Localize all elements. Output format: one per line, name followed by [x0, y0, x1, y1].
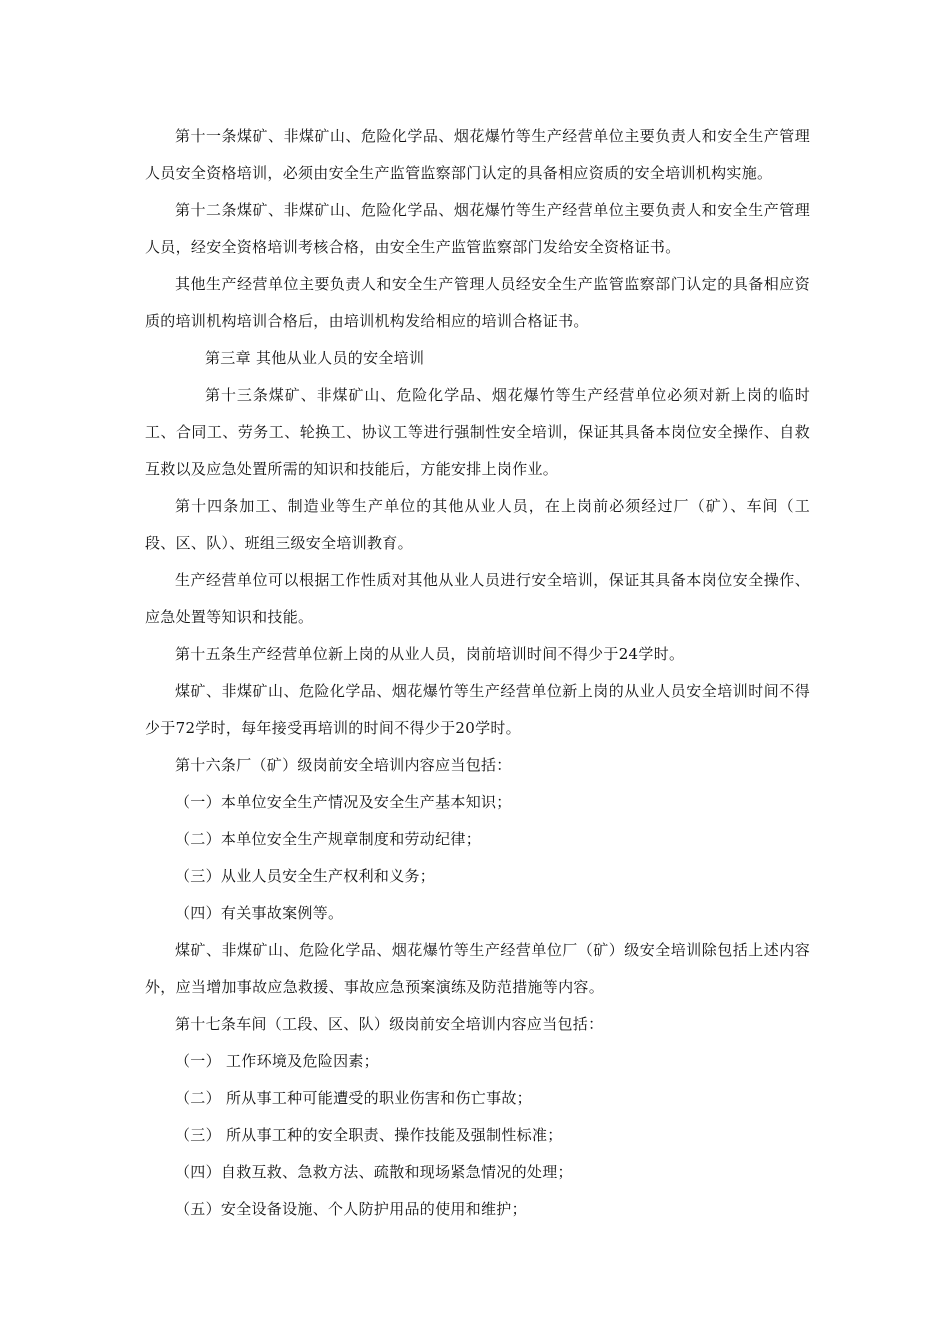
article-15: 第十五条生产经营单位新上岗的从业人员，岗前培训时间不得少于24学时。 — [175, 645, 685, 663]
article-16-item-1: （一）本单位安全生产情况及安全生产基本知识； — [175, 793, 512, 811]
article-16-item-4: （四）有关事故案例等。 — [175, 904, 344, 922]
article-12-paragraph-2: 其他生产经营单位主要负责人和安全生产管理人员经安全生产监管监察部门认定的具备相应资质的培训机构培训合格后，由培训机构发给相应的培训合格证书。 — [145, 275, 810, 330]
article-17-item-3: （三） 所从事工种的安全职责、操作技能及强制性标准； — [175, 1126, 563, 1144]
article-11: 第十一条煤矿、非煤矿山、危险化学品、烟花爆竹等生产经营单位主要负责人和安全生产管理人员安全资格培训，必须由安全生产监管监察部门认定的具备相应资质的安全培训机构实施。 — [145, 127, 810, 182]
article-17-item-4: （四）自救互救、急救方法、疏散和现场紧急情况的处理； — [175, 1163, 573, 1181]
article-17: 第十七条车间（工段、区、队）级岗前安全培训内容应当包括： — [175, 1015, 604, 1033]
document-page — [145, 118, 810, 1228]
article-17-item-5: （五）安全设备设施、个人防护用品的使用和维护； — [175, 1200, 527, 1218]
article-16-item-3: （三）从业人员安全生产权利和义务； — [175, 867, 436, 885]
article-14: 第十四条加工、制造业等生产单位的其他从业人员，在上岗前必须经过厂（矿）、车间（工段、区、队）、班组三级安全培训教育。 — [145, 497, 810, 552]
article-14-paragraph-2: 生产经营单位可以根据工作性质对其他从业人员进行安全培训，保证其具备本岗位安全操作、应急处置等知识和技能。 — [145, 571, 810, 626]
chapter-3-heading: 第三章 其他从业人员的安全培训 — [205, 349, 425, 367]
article-13: 第十三条煤矿、非煤矿山、危险化学品、烟花爆竹等生产经营单位必须对新上岗的临时工、合同工、劳务工、轮换工、协议工等进行强制性安全培训，保证其具备本岗位安全操作、自救互救以及应急处置所需的知识和技能后，方能安排上岗作业。 — [145, 386, 810, 478]
article-17-item-1: （一） 工作环境及危险因素； — [175, 1052, 379, 1070]
article-16-item-2: （二）本单位安全生产规章制度和劳动纪律； — [175, 830, 482, 848]
article-16: 第十六条厂（矿）级岗前安全培训内容应当包括： — [175, 756, 512, 774]
article-17-item-2: （二） 所从事工种可能遭受的职业伤害和伤亡事故； — [175, 1089, 532, 1107]
article-15-paragraph-2: 煤矿、非煤矿山、危险化学品、烟花爆竹等生产经营单位新上岗的从业人员安全培训时间不得少于72学时，每年接受再培训的时间不得少于20学时。 — [145, 682, 810, 737]
article-16-paragraph-2: 煤矿、非煤矿山、危险化学品、烟花爆竹等生产经营单位厂（矿）级安全培训除包括上述内容外，应当增加事故应急救援、事故应急预案演练及防范措施等内容。 — [145, 941, 810, 996]
article-12: 第十二条煤矿、非煤矿山、危险化学品、烟花爆竹等生产经营单位主要负责人和安全生产管理人员，经安全资格培训考核合格，由安全生产监管监察部门发给安全资格证书。 — [145, 201, 810, 256]
